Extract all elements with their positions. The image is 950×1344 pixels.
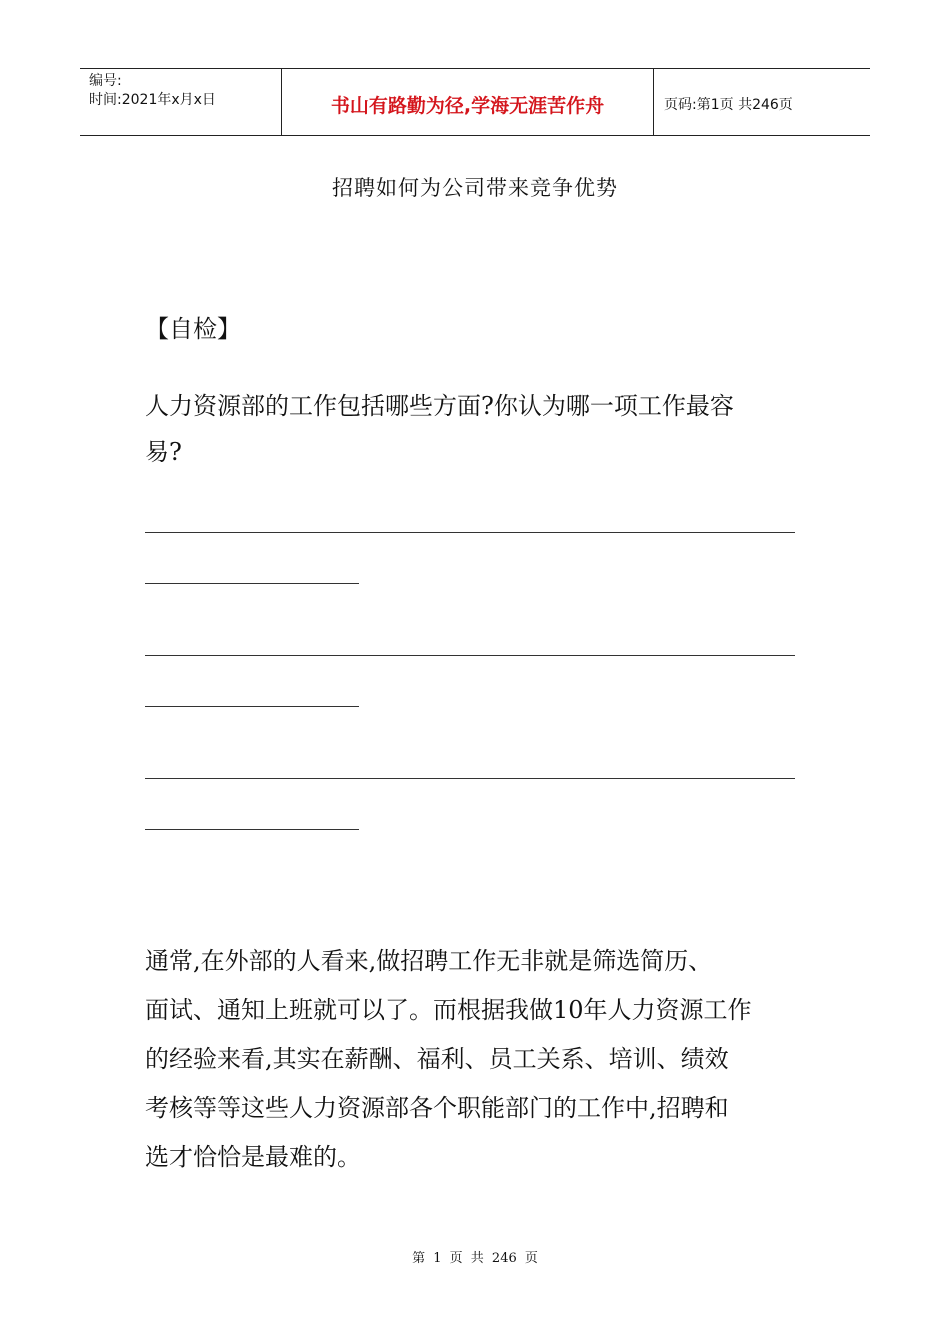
page-footer: 第 1 页 共 246 页 (412, 1251, 538, 1266)
header-right-cell (654, 69, 870, 135)
document-time-label: 时间:2021年x月x日 (89, 92, 216, 108)
header-motto: 书山有路勤为径,学海无涯苦作舟 (330, 95, 605, 117)
paragraph-line-3: 的经验来看,其实在薪酬、福利、员工关系、培训、绩效 (145, 1045, 729, 1073)
question-line-2: 易? (145, 438, 182, 466)
paragraph-line-1: 通常,在外部的人看来,做招聘工作无非就是筛选简历、 (145, 947, 713, 975)
question-line-1: 人力资源部的工作包括哪些方面?你认为哪一项工作最容 (145, 392, 734, 420)
document-number-label: 编号: (89, 73, 122, 89)
answer-blank-2-line-1[interactable] (145, 655, 795, 656)
answer-blank-1-line-2[interactable] (145, 583, 359, 584)
paragraph-line-2: 面试、通知上班就可以了。而根据我做10年人力资源工作 (145, 996, 752, 1024)
document-title: 招聘如何为公司带来竞争优势 (332, 176, 618, 200)
paragraph-line-5: 选才恰恰是最难的。 (145, 1143, 361, 1171)
answer-blank-3-line-2[interactable] (145, 829, 359, 830)
header-page-info: 页码:第1页 共246页 (664, 97, 793, 113)
header-table (80, 68, 870, 136)
answer-blank-3-line-1[interactable] (145, 778, 795, 779)
header-middle-cell (281, 69, 654, 135)
answer-blank-1-line-1[interactable] (145, 532, 795, 533)
self-check-heading: 【自检】 (145, 315, 241, 343)
paragraph-line-4: 考核等等这些人力资源部各个职能部门的工作中,招聘和 (145, 1094, 729, 1122)
answer-blank-2-line-2[interactable] (145, 706, 359, 707)
header-left-cell (80, 69, 281, 135)
